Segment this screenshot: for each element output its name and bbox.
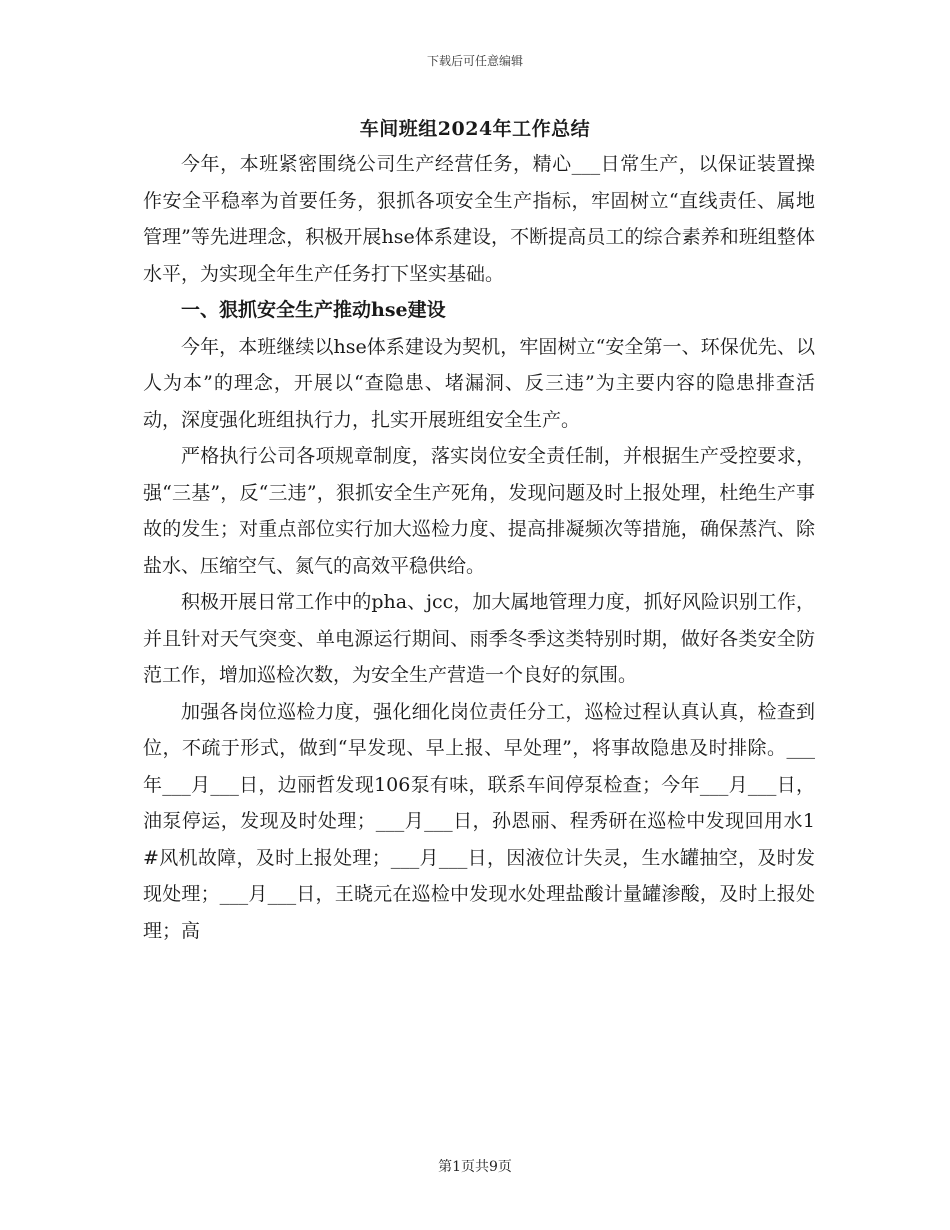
- page-number: 第1页共9页: [438, 1159, 512, 1175]
- intro-paragraph: 今年，本班紧密围绕公司生产经营任务，精心___日常生产，以保证装置操作安全平稳率为首要任务，狠抓各项安全生产指标，牢固树立“直线责任、属地管理”等先进理念，积极开展hse体系建设，不断提高员工的综合素养和班组整体水平，为实现全年生产任务打下坚实基础。: [143, 153, 815, 285]
- paragraph-1: 今年，本班继续以hse体系建设为契机，牢固树立“安全第一、环保优先、以人为本”的理念，开展以“查隐患、堵漏洞、反三违”为主要内容的隐患排查活动，深度强化班组执行力，扎实开展班组安全生产。: [143, 335, 815, 431]
- header-note: 下载后可任意编辑: [426, 54, 523, 68]
- paragraph-4: 加强各岗位巡检力度，强化细化岗位责任分工，巡检过程认真认真，检查到位，不疏于形式，做到“早发现、早上报、早处理”，将事故隐患及时排除。___年___月___日，边丽哲发现106泵有味，联系车间停泵检查；今年___月___日，油泵停运，发现及时处理；___月___日，孙恩丽、程秀研在巡检中发现回用水1#风机故障，及时上报处理；___月___日，因液位计失灵，生水罐抽空，及时发现处理；___月___日，王晓元在巡检中发现水处理盐酸计量罐渗酸，及时上报处理；高: [143, 700, 815, 942]
- paragraph-3: 积极开展日常工作中的pha、jcc，加大属地管理力度，抓好风险识别工作，并且针对天气突变、单电源运行期间、雨季冬季这类特别时期，做好各类安全防范工作，增加巡检次数，为安全生产营造一个良好的氛围。: [143, 591, 815, 686]
- document-body: [143, 146, 815, 949]
- paragraph-2: 严格执行公司各项规章制度，落实岗位安全责任制，并根据生产受控要求，强“三基”，反“三违”，狠抓安全生产死角，发现问题及时上报处理，杜绝生产事故的发生；对重点部位实行加大巡检力度、提高排凝频次等措施，确保蒸汽、除盐水、压缩空气、氮气的高效平稳供给。: [143, 445, 815, 577]
- section-heading: 一、狠抓安全生产推动hse建设: [181, 299, 446, 321]
- document-title: 车间班组2024年工作总结: [359, 118, 591, 140]
